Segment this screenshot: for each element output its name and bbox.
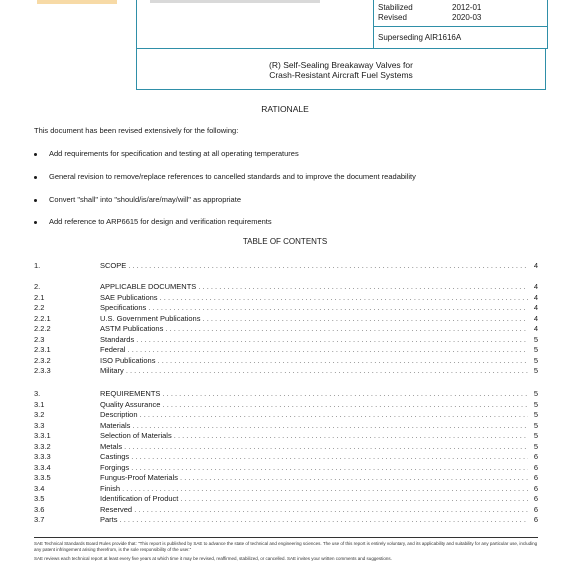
toc-row[interactable]: 3.3.2 Metals . . . 5: [34, 442, 538, 452]
toc-row[interactable]: 1. SCOPE . . . 4: [34, 261, 538, 271]
revised-date: 2020-03: [452, 13, 482, 22]
toc-row[interactable]: 2. APPLICABLE DOCUMENTS . . . 4: [34, 282, 538, 292]
rationale-bullet: Add reference to ARP6615 for design and verification requirements: [34, 217, 272, 226]
toc-row[interactable]: 2.3.2 ISO Publications . . . 5: [34, 356, 538, 366]
rationale-intro: This document has been revised extensively for the following:: [34, 126, 239, 135]
toc-row[interactable]: 3.4 Finish . . . 6: [34, 484, 538, 494]
toc-row[interactable]: 2.2.1 U.S. Government Publications . . . 4: [34, 314, 538, 324]
rationale-bullet: Convert "shall" into "should/is/are/may/will" as appropriate: [34, 195, 241, 204]
toc-row[interactable]: 2.3.3 Military . . . 5: [34, 366, 538, 376]
bullet-icon: [34, 199, 37, 202]
footer-review-note: SAE reviews each technical report at least every five years at which time it may be revised, reaffirmed, stabilized, or cancelled. SAE invites your written comments and suggestions.: [34, 556, 392, 561]
toc-row[interactable]: 2.3.1 Federal . . . 5: [34, 345, 538, 355]
footer-disclaimer: SAE Technical Standards Board Rules provide that: "This report is published by SAE to advance the state of technical and engineering sciences. The use of this report is entirely voluntary, and its applicability and suitability for any particular use, including any patent infringement arising therefrom, is the sole responsibility of the user.": [34, 541, 538, 552]
logo-fragment: [37, 0, 117, 4]
toc-row[interactable]: 3.3.4 Forgings . . . 6: [34, 463, 538, 473]
toc-row[interactable]: 2.3 Standards . . . 5: [34, 335, 538, 345]
rationale-bullet: General revision to remove/replace references to cancelled standards and to improve the document readability: [34, 172, 416, 181]
document-title-line-1: (R) Self-Sealing Breakaway Valves for: [269, 60, 413, 70]
toc-row[interactable]: 2.1 SAE Publications . . . 4: [34, 293, 538, 303]
bullet-icon: [34, 221, 37, 224]
toc-row[interactable]: 2.2.2 ASTM Publications . . . 4: [34, 324, 538, 334]
stabilized-label: Stabilized: [378, 3, 413, 12]
revised-label: Revised: [378, 13, 407, 22]
bullet-icon: [34, 176, 37, 179]
rationale-bullet: Add requirements for specification and testing at all operating temperatures: [34, 149, 299, 158]
toc-row[interactable]: 3.3.5 Fungus-Proof Materials . . . 6: [34, 473, 538, 483]
document-title-box: [136, 48, 546, 90]
toc-row[interactable]: 3.3.3 Castings . . . 6: [34, 452, 538, 462]
footer-divider: [34, 537, 538, 538]
document-header-box: [136, 0, 548, 49]
toc-row[interactable]: 3.6 Reserved . . . 6: [34, 505, 538, 515]
superseding-note: Superseding AIR1616A: [378, 33, 462, 42]
toc-heading: TABLE OF CONTENTS: [242, 237, 328, 246]
toc-row[interactable]: 3.5 Identification of Product . . . 6: [34, 494, 538, 504]
toc-row[interactable]: 3.3 Materials . . . 5: [34, 421, 538, 431]
toc-row[interactable]: 3.2 Description . . . 5: [34, 410, 538, 420]
toc-row[interactable]: 2.2 Specifications . . . 4: [34, 303, 538, 313]
toc-row[interactable]: 3. REQUIREMENTS . . . 5: [34, 389, 538, 399]
toc-row[interactable]: 3.3.1 Selection of Materials . . . 5: [34, 431, 538, 441]
stabilized-date: 2012-01: [452, 3, 482, 12]
bullet-icon: [34, 153, 37, 156]
toc-row[interactable]: 3.7 Parts . . . 6: [34, 515, 538, 525]
rationale-heading: RATIONALE: [261, 104, 309, 114]
toc-row[interactable]: 3.1 Quality Assurance . . . 5: [34, 400, 538, 410]
document-title-line-2: Crash-Resistant Aircraft Fuel Systems: [269, 70, 413, 80]
